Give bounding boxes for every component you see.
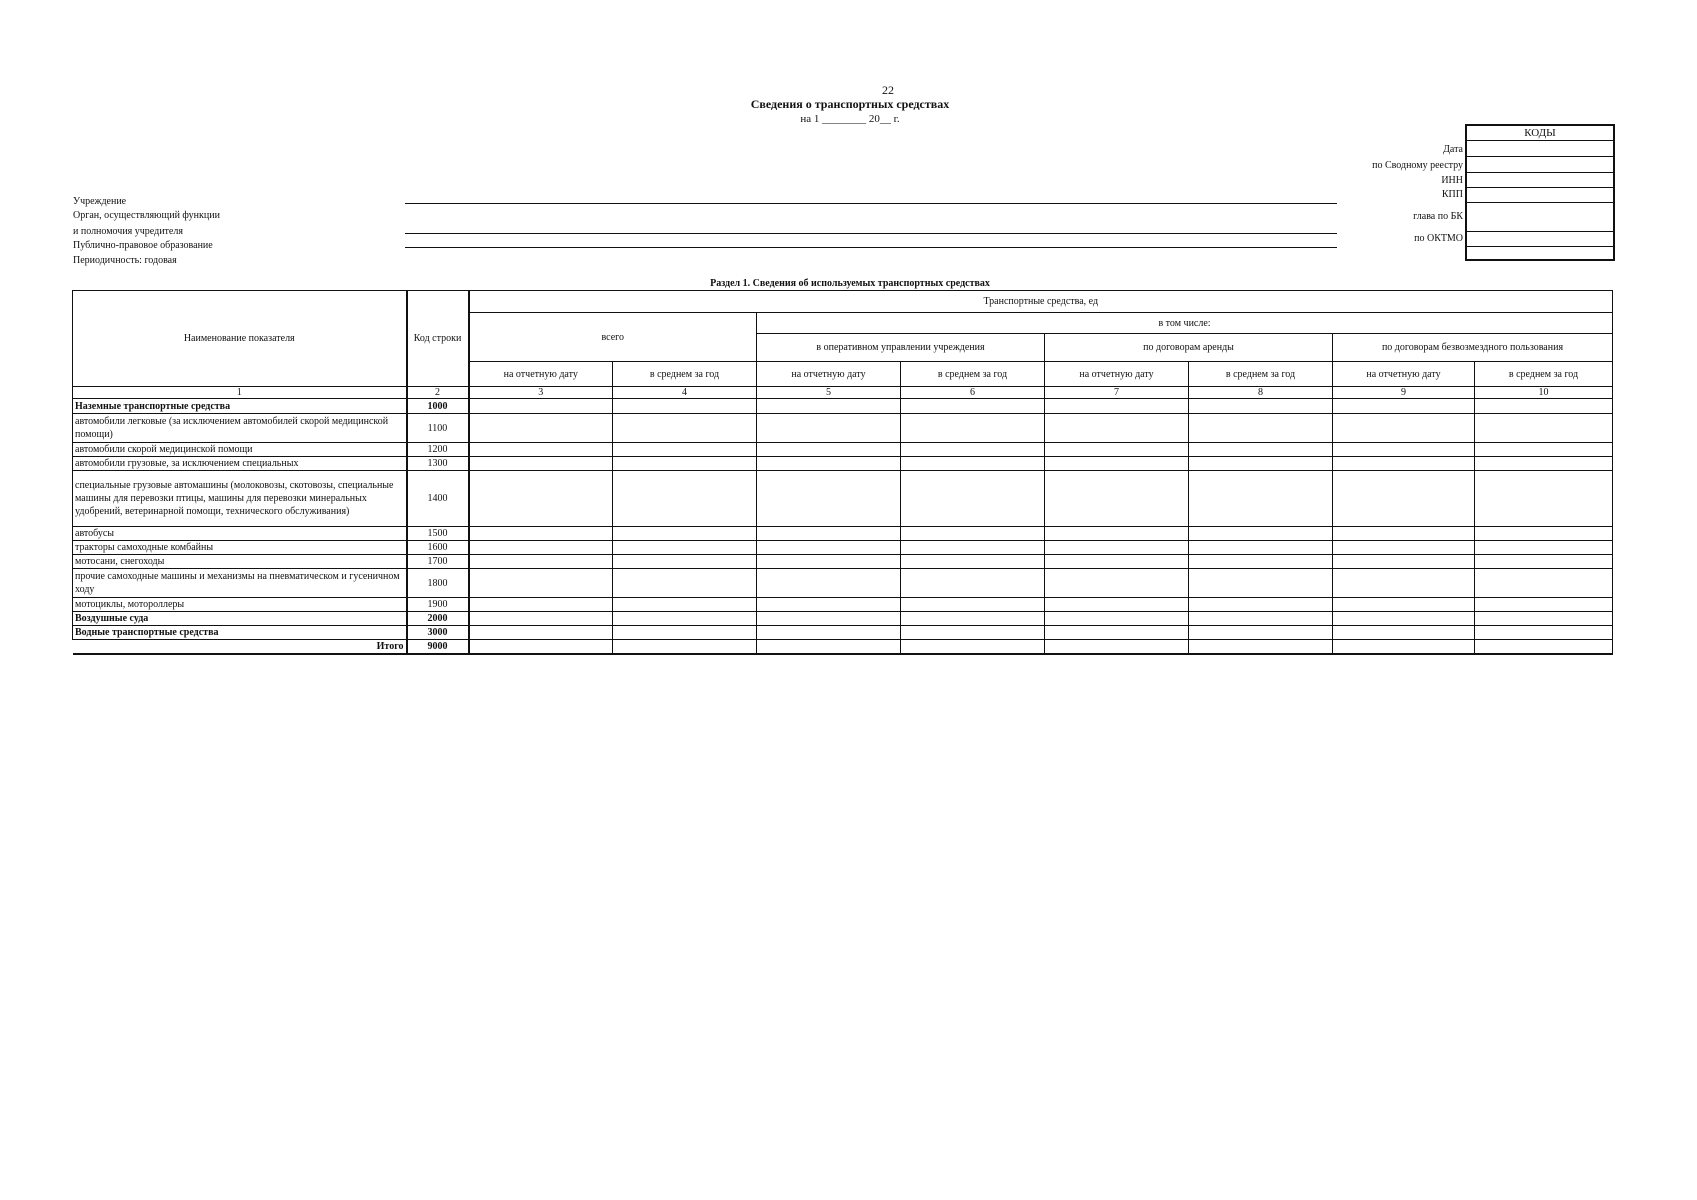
table-row bbox=[73, 612, 1613, 626]
row-code: 1800 bbox=[407, 569, 469, 598]
codes-header: КОДЫ bbox=[1467, 126, 1613, 141]
value-cell[interactable] bbox=[469, 414, 613, 443]
value-cell[interactable] bbox=[613, 541, 757, 555]
institution-field[interactable] bbox=[405, 203, 1337, 204]
value-cell[interactable] bbox=[469, 555, 613, 569]
value-cell[interactable] bbox=[1475, 569, 1613, 598]
col-number: 4 bbox=[613, 387, 757, 399]
value-cell[interactable] bbox=[901, 399, 1045, 414]
col-header-on-date: на отчетную дату bbox=[757, 362, 901, 387]
value-cell[interactable] bbox=[1475, 527, 1613, 541]
table-row bbox=[73, 569, 1613, 598]
total-value-cell[interactable] bbox=[1189, 640, 1333, 654]
table-row bbox=[73, 471, 1613, 527]
value-cell[interactable] bbox=[1189, 443, 1333, 457]
row-name: Воздушные суда bbox=[73, 612, 407, 626]
table-row bbox=[73, 555, 1613, 569]
row-name: прочие самоходные машины и механизмы на пневматическом и гусеничном ходу bbox=[73, 569, 407, 598]
col-header-on-date: на отчетную дату bbox=[469, 362, 613, 387]
value-cell[interactable] bbox=[901, 626, 1045, 640]
founder-field[interactable] bbox=[405, 233, 1337, 234]
code-label-bk: глава по БК bbox=[1413, 211, 1463, 222]
value-cell[interactable] bbox=[1475, 541, 1613, 555]
value-cell[interactable] bbox=[1475, 414, 1613, 443]
col-header-including: в том числе: bbox=[757, 313, 1613, 334]
value-cell[interactable] bbox=[1475, 443, 1613, 457]
value-cell[interactable] bbox=[469, 626, 613, 640]
col-header-total: всего bbox=[469, 313, 757, 362]
col-number: 10 bbox=[1475, 387, 1613, 399]
row-code: 3000 bbox=[407, 626, 469, 640]
public-entity-label: Публично-правовое образование bbox=[73, 240, 213, 251]
total-value-cell[interactable] bbox=[1333, 640, 1475, 654]
value-cell[interactable] bbox=[1189, 612, 1333, 626]
total-value-cell[interactable] bbox=[901, 640, 1045, 654]
value-cell[interactable] bbox=[901, 457, 1045, 471]
col-number: 2 bbox=[407, 387, 469, 399]
table-row bbox=[73, 541, 1613, 555]
value-cell[interactable] bbox=[469, 443, 613, 457]
value-cell[interactable] bbox=[901, 598, 1045, 612]
value-cell[interactable] bbox=[1333, 541, 1475, 555]
value-cell[interactable] bbox=[1333, 457, 1475, 471]
founder-label-1: Орган, осуществляющий функции bbox=[73, 210, 220, 221]
value-cell[interactable] bbox=[1333, 414, 1475, 443]
total-value-cell[interactable] bbox=[1045, 640, 1189, 654]
value-cell[interactable] bbox=[1189, 598, 1333, 612]
value-cell[interactable] bbox=[1475, 471, 1613, 527]
col-header-name: Наименование показателя bbox=[73, 291, 407, 387]
code-label-inn: ИНН bbox=[1441, 175, 1463, 186]
value-cell[interactable] bbox=[757, 598, 901, 612]
value-cell[interactable] bbox=[1045, 569, 1189, 598]
value-cell[interactable] bbox=[757, 612, 901, 626]
value-cell[interactable] bbox=[1475, 457, 1613, 471]
row-name: автомобили легковые (за исключением автомобилей скорой медицинской помощи) bbox=[73, 414, 407, 443]
col-header-avg-year: в среднем за год bbox=[613, 362, 757, 387]
value-cell[interactable] bbox=[1189, 527, 1333, 541]
value-cell[interactable] bbox=[1045, 457, 1189, 471]
value-cell[interactable] bbox=[901, 527, 1045, 541]
value-cell[interactable] bbox=[613, 457, 757, 471]
table-row bbox=[73, 443, 1613, 457]
row-code: 1500 bbox=[407, 527, 469, 541]
value-cell[interactable] bbox=[1045, 626, 1189, 640]
value-cell[interactable] bbox=[757, 555, 901, 569]
value-cell[interactable] bbox=[757, 626, 901, 640]
value-cell[interactable] bbox=[1189, 457, 1333, 471]
value-cell[interactable] bbox=[901, 414, 1045, 443]
row-name: мотоциклы, мотороллеры bbox=[73, 598, 407, 612]
value-cell[interactable] bbox=[469, 399, 613, 414]
value-cell[interactable] bbox=[613, 414, 757, 443]
value-cell[interactable] bbox=[613, 399, 757, 414]
value-cell[interactable] bbox=[757, 527, 901, 541]
codes-box bbox=[1465, 124, 1615, 261]
value-cell[interactable] bbox=[469, 612, 613, 626]
value-cell[interactable] bbox=[469, 541, 613, 555]
value-cell[interactable] bbox=[1045, 471, 1189, 527]
row-code: 1000 bbox=[407, 399, 469, 414]
col-header-lease: по договорам аренды bbox=[1045, 334, 1333, 362]
row-code: 1700 bbox=[407, 555, 469, 569]
table-row bbox=[73, 626, 1613, 640]
value-cell[interactable] bbox=[1333, 626, 1475, 640]
value-cell[interactable] bbox=[613, 527, 757, 541]
row-name: автомобили грузовые, за исключением специальных bbox=[73, 457, 407, 471]
row-code: 1100 bbox=[407, 414, 469, 443]
code-registry-cell[interactable] bbox=[1467, 157, 1613, 173]
total-value-cell[interactable] bbox=[1475, 640, 1613, 654]
code-oktmo-cell[interactable] bbox=[1467, 232, 1613, 247]
col-header-code: Код строки bbox=[407, 291, 469, 387]
total-code: 9000 bbox=[407, 640, 469, 654]
row-name: автобусы bbox=[73, 527, 407, 541]
value-cell[interactable] bbox=[901, 471, 1045, 527]
value-cell[interactable] bbox=[1475, 626, 1613, 640]
value-cell[interactable] bbox=[613, 471, 757, 527]
table-row bbox=[73, 399, 1613, 414]
row-name: Наземные транспортные средства bbox=[73, 399, 407, 414]
col-number: 6 bbox=[901, 387, 1045, 399]
row-name: Водные транспортные средства bbox=[73, 626, 407, 640]
col-number: 5 bbox=[757, 387, 901, 399]
page-number: 22 bbox=[882, 83, 894, 97]
value-cell[interactable] bbox=[1045, 399, 1189, 414]
col-number: 3 bbox=[469, 387, 613, 399]
code-bk-cell[interactable] bbox=[1467, 203, 1613, 232]
value-cell[interactable] bbox=[757, 457, 901, 471]
code-kpp-cell[interactable] bbox=[1467, 188, 1613, 203]
vehicles-table bbox=[72, 290, 1613, 655]
col-number: 1 bbox=[73, 387, 407, 399]
value-cell[interactable] bbox=[1475, 612, 1613, 626]
value-cell[interactable] bbox=[1189, 399, 1333, 414]
value-cell[interactable] bbox=[1333, 569, 1475, 598]
value-cell[interactable] bbox=[1189, 569, 1333, 598]
total-value-cell[interactable] bbox=[757, 640, 901, 654]
value-cell[interactable] bbox=[757, 569, 901, 598]
value-cell[interactable] bbox=[1045, 598, 1189, 612]
row-name: автомобили скорой медицинской помощи bbox=[73, 443, 407, 457]
column-number-row bbox=[73, 387, 1613, 399]
col-header-on-date: на отчетную дату bbox=[1045, 362, 1189, 387]
value-cell[interactable] bbox=[901, 443, 1045, 457]
value-cell[interactable] bbox=[1045, 612, 1189, 626]
code-label-kpp: КПП bbox=[1441, 189, 1463, 200]
col-header-on-date: на отчетную дату bbox=[1333, 362, 1475, 387]
value-cell[interactable] bbox=[1333, 443, 1475, 457]
value-cell[interactable] bbox=[757, 399, 901, 414]
value-cell[interactable] bbox=[757, 471, 901, 527]
value-cell[interactable] bbox=[901, 555, 1045, 569]
row-code: 1600 bbox=[407, 541, 469, 555]
value-cell[interactable] bbox=[1333, 555, 1475, 569]
row-code: 1300 bbox=[407, 457, 469, 471]
periodicity-label: Периодичность: годовая bbox=[73, 255, 177, 266]
value-cell[interactable] bbox=[1045, 527, 1189, 541]
col-header-free-use: по договорам безвозмездного пользования bbox=[1333, 334, 1613, 362]
value-cell[interactable] bbox=[613, 443, 757, 457]
code-extra-cell[interactable] bbox=[1467, 247, 1613, 259]
value-cell[interactable] bbox=[1045, 414, 1189, 443]
table-row bbox=[73, 457, 1613, 471]
row-code: 1900 bbox=[407, 598, 469, 612]
value-cell[interactable] bbox=[1045, 555, 1189, 569]
total-label: Итого bbox=[73, 640, 407, 654]
value-cell[interactable] bbox=[757, 414, 901, 443]
table-row bbox=[73, 527, 1613, 541]
col-header-avg-year: в среднем за год bbox=[1475, 362, 1613, 387]
row-code: 2000 bbox=[407, 612, 469, 626]
table-row bbox=[73, 414, 1613, 443]
value-cell[interactable] bbox=[757, 443, 901, 457]
value-cell[interactable] bbox=[901, 541, 1045, 555]
value-cell[interactable] bbox=[469, 457, 613, 471]
value-cell[interactable] bbox=[1189, 471, 1333, 527]
value-cell[interactable] bbox=[1189, 626, 1333, 640]
row-code: 1200 bbox=[407, 443, 469, 457]
value-cell[interactable] bbox=[469, 598, 613, 612]
col-header-avg-year: в среднем за год bbox=[901, 362, 1045, 387]
value-cell[interactable] bbox=[901, 612, 1045, 626]
row-name: мотосани, снегоходы bbox=[73, 555, 407, 569]
col-number: 9 bbox=[1333, 387, 1475, 399]
value-cell[interactable] bbox=[1333, 471, 1475, 527]
public-entity-field[interactable] bbox=[405, 247, 1337, 248]
value-cell[interactable] bbox=[1045, 541, 1189, 555]
value-cell[interactable] bbox=[469, 569, 613, 598]
code-label-registry: по Сводному реестру bbox=[1372, 160, 1463, 171]
value-cell[interactable] bbox=[901, 569, 1045, 598]
value-cell[interactable] bbox=[1333, 598, 1475, 612]
col-header-operational: в оперативном управлении учреждения bbox=[757, 334, 1045, 362]
value-cell[interactable] bbox=[613, 569, 757, 598]
value-cell[interactable] bbox=[1045, 443, 1189, 457]
value-cell[interactable] bbox=[613, 555, 757, 569]
section-title: Раздел 1. Сведения об используемых транспортных средствах bbox=[710, 278, 990, 289]
value-cell[interactable] bbox=[613, 598, 757, 612]
total-row bbox=[73, 640, 1613, 654]
total-value-cell[interactable] bbox=[613, 640, 757, 654]
row-name: тракторы самоходные комбайны bbox=[73, 541, 407, 555]
code-label-oktmo: по ОКТМО bbox=[1414, 233, 1463, 244]
value-cell[interactable] bbox=[613, 626, 757, 640]
col-header-avg-year: в среднем за год bbox=[1189, 362, 1333, 387]
code-date-cell[interactable] bbox=[1467, 141, 1613, 157]
col-number: 8 bbox=[1189, 387, 1333, 399]
value-cell[interactable] bbox=[1475, 598, 1613, 612]
value-cell[interactable] bbox=[757, 541, 901, 555]
value-cell[interactable] bbox=[1333, 399, 1475, 414]
value-cell[interactable] bbox=[1189, 555, 1333, 569]
row-name: специальные грузовые автомашины (молоковозы, скотовозы, специальные машины для перевозки птицы, машины для перевозки минеральных удобрений, ветеринарной помощи, технического обслуживания) bbox=[73, 471, 407, 527]
code-inn-cell[interactable] bbox=[1467, 173, 1613, 188]
value-cell[interactable] bbox=[469, 471, 613, 527]
value-cell[interactable] bbox=[1333, 612, 1475, 626]
table-row bbox=[73, 598, 1613, 612]
value-cell[interactable] bbox=[469, 527, 613, 541]
code-label-date: Дата bbox=[1443, 144, 1463, 155]
value-cell[interactable] bbox=[613, 612, 757, 626]
value-cell[interactable] bbox=[1189, 414, 1333, 443]
col-header-vehicles: Транспортные средства, ед bbox=[469, 291, 1613, 313]
value-cell[interactable] bbox=[1475, 399, 1613, 414]
report-date-line: на 1 ________ 20__ г. bbox=[800, 113, 900, 125]
page-title: Сведения о транспортных средствах bbox=[750, 97, 950, 111]
founder-label-2: и полномочия учредителя bbox=[73, 226, 183, 237]
row-code: 1400 bbox=[407, 471, 469, 527]
col-number: 7 bbox=[1045, 387, 1189, 399]
value-cell[interactable] bbox=[1475, 555, 1613, 569]
value-cell[interactable] bbox=[1189, 541, 1333, 555]
total-value-cell[interactable] bbox=[469, 640, 613, 654]
value-cell[interactable] bbox=[1333, 527, 1475, 541]
institution-label: Учреждение bbox=[73, 196, 127, 207]
